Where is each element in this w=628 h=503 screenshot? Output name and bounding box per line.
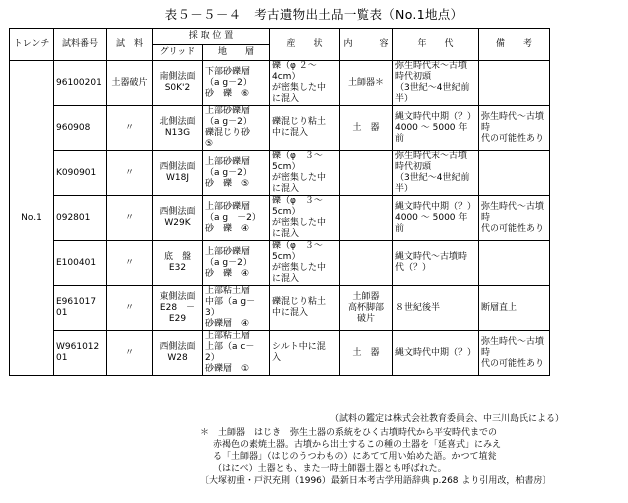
sample-cell: 〃 bbox=[107, 106, 153, 151]
grid-cell: 西側法面 W29K bbox=[153, 196, 203, 241]
table-row bbox=[10, 286, 620, 331]
layer-cell: 下部砂礫層 （a g－2） 砂 礫 ⑥ bbox=[203, 61, 270, 106]
layer-cell: 上部粘土層 中部（a g－3） 砂礫層 ④ bbox=[203, 286, 270, 331]
header-trench: トレンチ bbox=[10, 29, 54, 61]
header-layer: 地 層 bbox=[203, 45, 270, 61]
occurrence-cell: 礫（φ ３～ 5cm） が密集した中 に混入 bbox=[270, 151, 340, 196]
grid-cell: 底 盤 E32 bbox=[153, 241, 203, 286]
age-cell: 縄文時代～古墳時 代（？） bbox=[393, 241, 479, 286]
trench-cell: No.1 bbox=[10, 61, 54, 376]
occurrence-cell: 礫混じり粘土 中に混入 bbox=[270, 106, 340, 151]
occurrence-cell: 礫混じり粘土 中に混入 bbox=[270, 286, 340, 331]
remarks-cell bbox=[479, 61, 550, 106]
age-cell: 縄文時代中期（？） 4000 ～ 5000 年前 bbox=[393, 196, 479, 241]
content-cell: 土師器＊ bbox=[340, 61, 393, 106]
layer-cell: 上部砂礫層 （a g－2） 砂 礫 ④ bbox=[203, 241, 270, 286]
footnote-citation: 〔大塚初重・戸沢充則（1996）最新日本考古学用語辞典 p.268 より引用改，柏書房〕 bbox=[200, 476, 552, 486]
table-row bbox=[10, 196, 620, 241]
remarks-cell: 弥生時代～古墳時 代の可能性あり bbox=[479, 106, 550, 151]
age-cell: 弥生時代末～古墳 時代初頭 （3世紀～4世紀前半） bbox=[393, 61, 479, 106]
grid-cell: 南側法面 S0K'2 bbox=[153, 61, 203, 106]
table-row bbox=[10, 241, 620, 286]
sample-cell: 〃 bbox=[107, 286, 153, 331]
header-content: 内 容 bbox=[340, 29, 393, 61]
sample-no-cell: K090901 bbox=[54, 151, 107, 196]
sample-no-cell: 960908 bbox=[54, 106, 107, 151]
remarks-cell bbox=[479, 241, 550, 286]
header-grid: グリッド bbox=[153, 45, 203, 61]
header-position: 採 取 位 置 bbox=[153, 29, 270, 45]
grid-cell: 西側法面 W18J bbox=[153, 151, 203, 196]
layer-cell: 上部粘土層 上部（a c－2） 砂礫層 ① bbox=[203, 331, 270, 376]
grid-cell: 北側法面 N13G bbox=[153, 106, 203, 151]
content-cell bbox=[340, 241, 393, 286]
header-sample: 試 料 bbox=[107, 29, 153, 61]
footnote-line: ＊ 土師器 はじき 弥生土器の系統をひく古墳時代から平安時代までの bbox=[200, 428, 498, 438]
table-row bbox=[10, 331, 620, 376]
content-cell bbox=[340, 196, 393, 241]
sample-no-cell: 092801 bbox=[54, 196, 107, 241]
content-cell: 土 器 bbox=[340, 331, 393, 376]
table-title: 表５－５－４ 考古遺物出土品一覧表（No.1地点） bbox=[164, 7, 464, 22]
remarks-cell bbox=[479, 151, 550, 196]
layer-cell: 上部砂礫層 （a g －2） 砂 礫 ④ bbox=[203, 196, 270, 241]
sample-cell: 〃 bbox=[107, 151, 153, 196]
grid-cell: 東側法面 E28 － E29 bbox=[153, 286, 203, 331]
layer-cell: 上部砂礫層 （a g－2） 砂 礫 ⑤ bbox=[203, 151, 270, 196]
footnote-line: 赤褐色の素焼土器。古墳から出土するこの種の土器を「延喜式」にみえ bbox=[213, 440, 502, 450]
sample-cell: 〃 bbox=[107, 196, 153, 241]
sample-cell: 土器破片 bbox=[107, 61, 153, 106]
age-cell: 縄文時代中期（？） bbox=[393, 331, 479, 376]
table-row bbox=[10, 106, 620, 151]
remarks-cell: 弥生時代～古墳時 代の可能性あり bbox=[479, 331, 550, 376]
content-cell: 土 器 bbox=[340, 106, 393, 151]
header-remarks: 備 考 bbox=[479, 29, 550, 61]
sample-no-cell: E961017 01 bbox=[54, 286, 107, 331]
footnote-line: （はにべ）土器とも、また一時土師器土器とも呼ばれた。 bbox=[213, 464, 447, 474]
age-cell: 縄文時代中期（？） 4000 ～ 5000 年前 bbox=[393, 106, 479, 151]
sample-cell: 〃 bbox=[107, 241, 153, 286]
occurrence-cell: 礫（φ ３～ 5cm） が密集した中 に混入 bbox=[270, 196, 340, 241]
sample-no-cell: W961012 01 bbox=[54, 331, 107, 376]
source-note: （試料の鑑定は株式会社教育委員会、中三川島氏による） bbox=[330, 414, 565, 424]
content-cell: 土師器 高杯脚部 破片 bbox=[340, 286, 393, 331]
occurrence-cell: 礫（φ ３～ 5cm） が密集した中 に混入 bbox=[270, 241, 340, 286]
artifact-table bbox=[9, 28, 620, 376]
grid-cell: 西側法面 W28 bbox=[153, 331, 203, 376]
header-sample-no: 試料番号 bbox=[54, 29, 107, 61]
remarks-cell: 断層直上 bbox=[479, 286, 550, 331]
table-row bbox=[10, 151, 620, 196]
sample-no-cell: E100401 bbox=[54, 241, 107, 286]
occurrence-cell: シルト中に混 入 bbox=[270, 331, 340, 376]
table-row bbox=[10, 61, 620, 106]
header-row bbox=[10, 29, 620, 45]
sample-no-cell: 96100201 bbox=[54, 61, 107, 106]
remarks-cell: 弥生時代～古墳時 代の可能性あり bbox=[479, 196, 550, 241]
header-age: 年 代 bbox=[393, 29, 479, 61]
content-cell bbox=[340, 151, 393, 196]
layer-cell: 上部砂礫層 （a g－2） 礫混じり砂 ⑤ bbox=[203, 106, 270, 151]
age-cell: 弥生時代末～古墳 時代初頭 （3世紀～4世紀前半） bbox=[393, 151, 479, 196]
occurrence-cell: 礫（φ ２～ 4cm） が密集した中 に混入 bbox=[270, 61, 340, 106]
footnote-line: る「土師器」（はじのうつわもの）にあてて用い始めた語。かつて埴瓮 bbox=[213, 452, 497, 462]
age-cell: ８世紀後半 bbox=[393, 286, 479, 331]
header-occurrence: 産 状 bbox=[270, 29, 340, 61]
sample-cell: 〃 bbox=[107, 331, 153, 376]
